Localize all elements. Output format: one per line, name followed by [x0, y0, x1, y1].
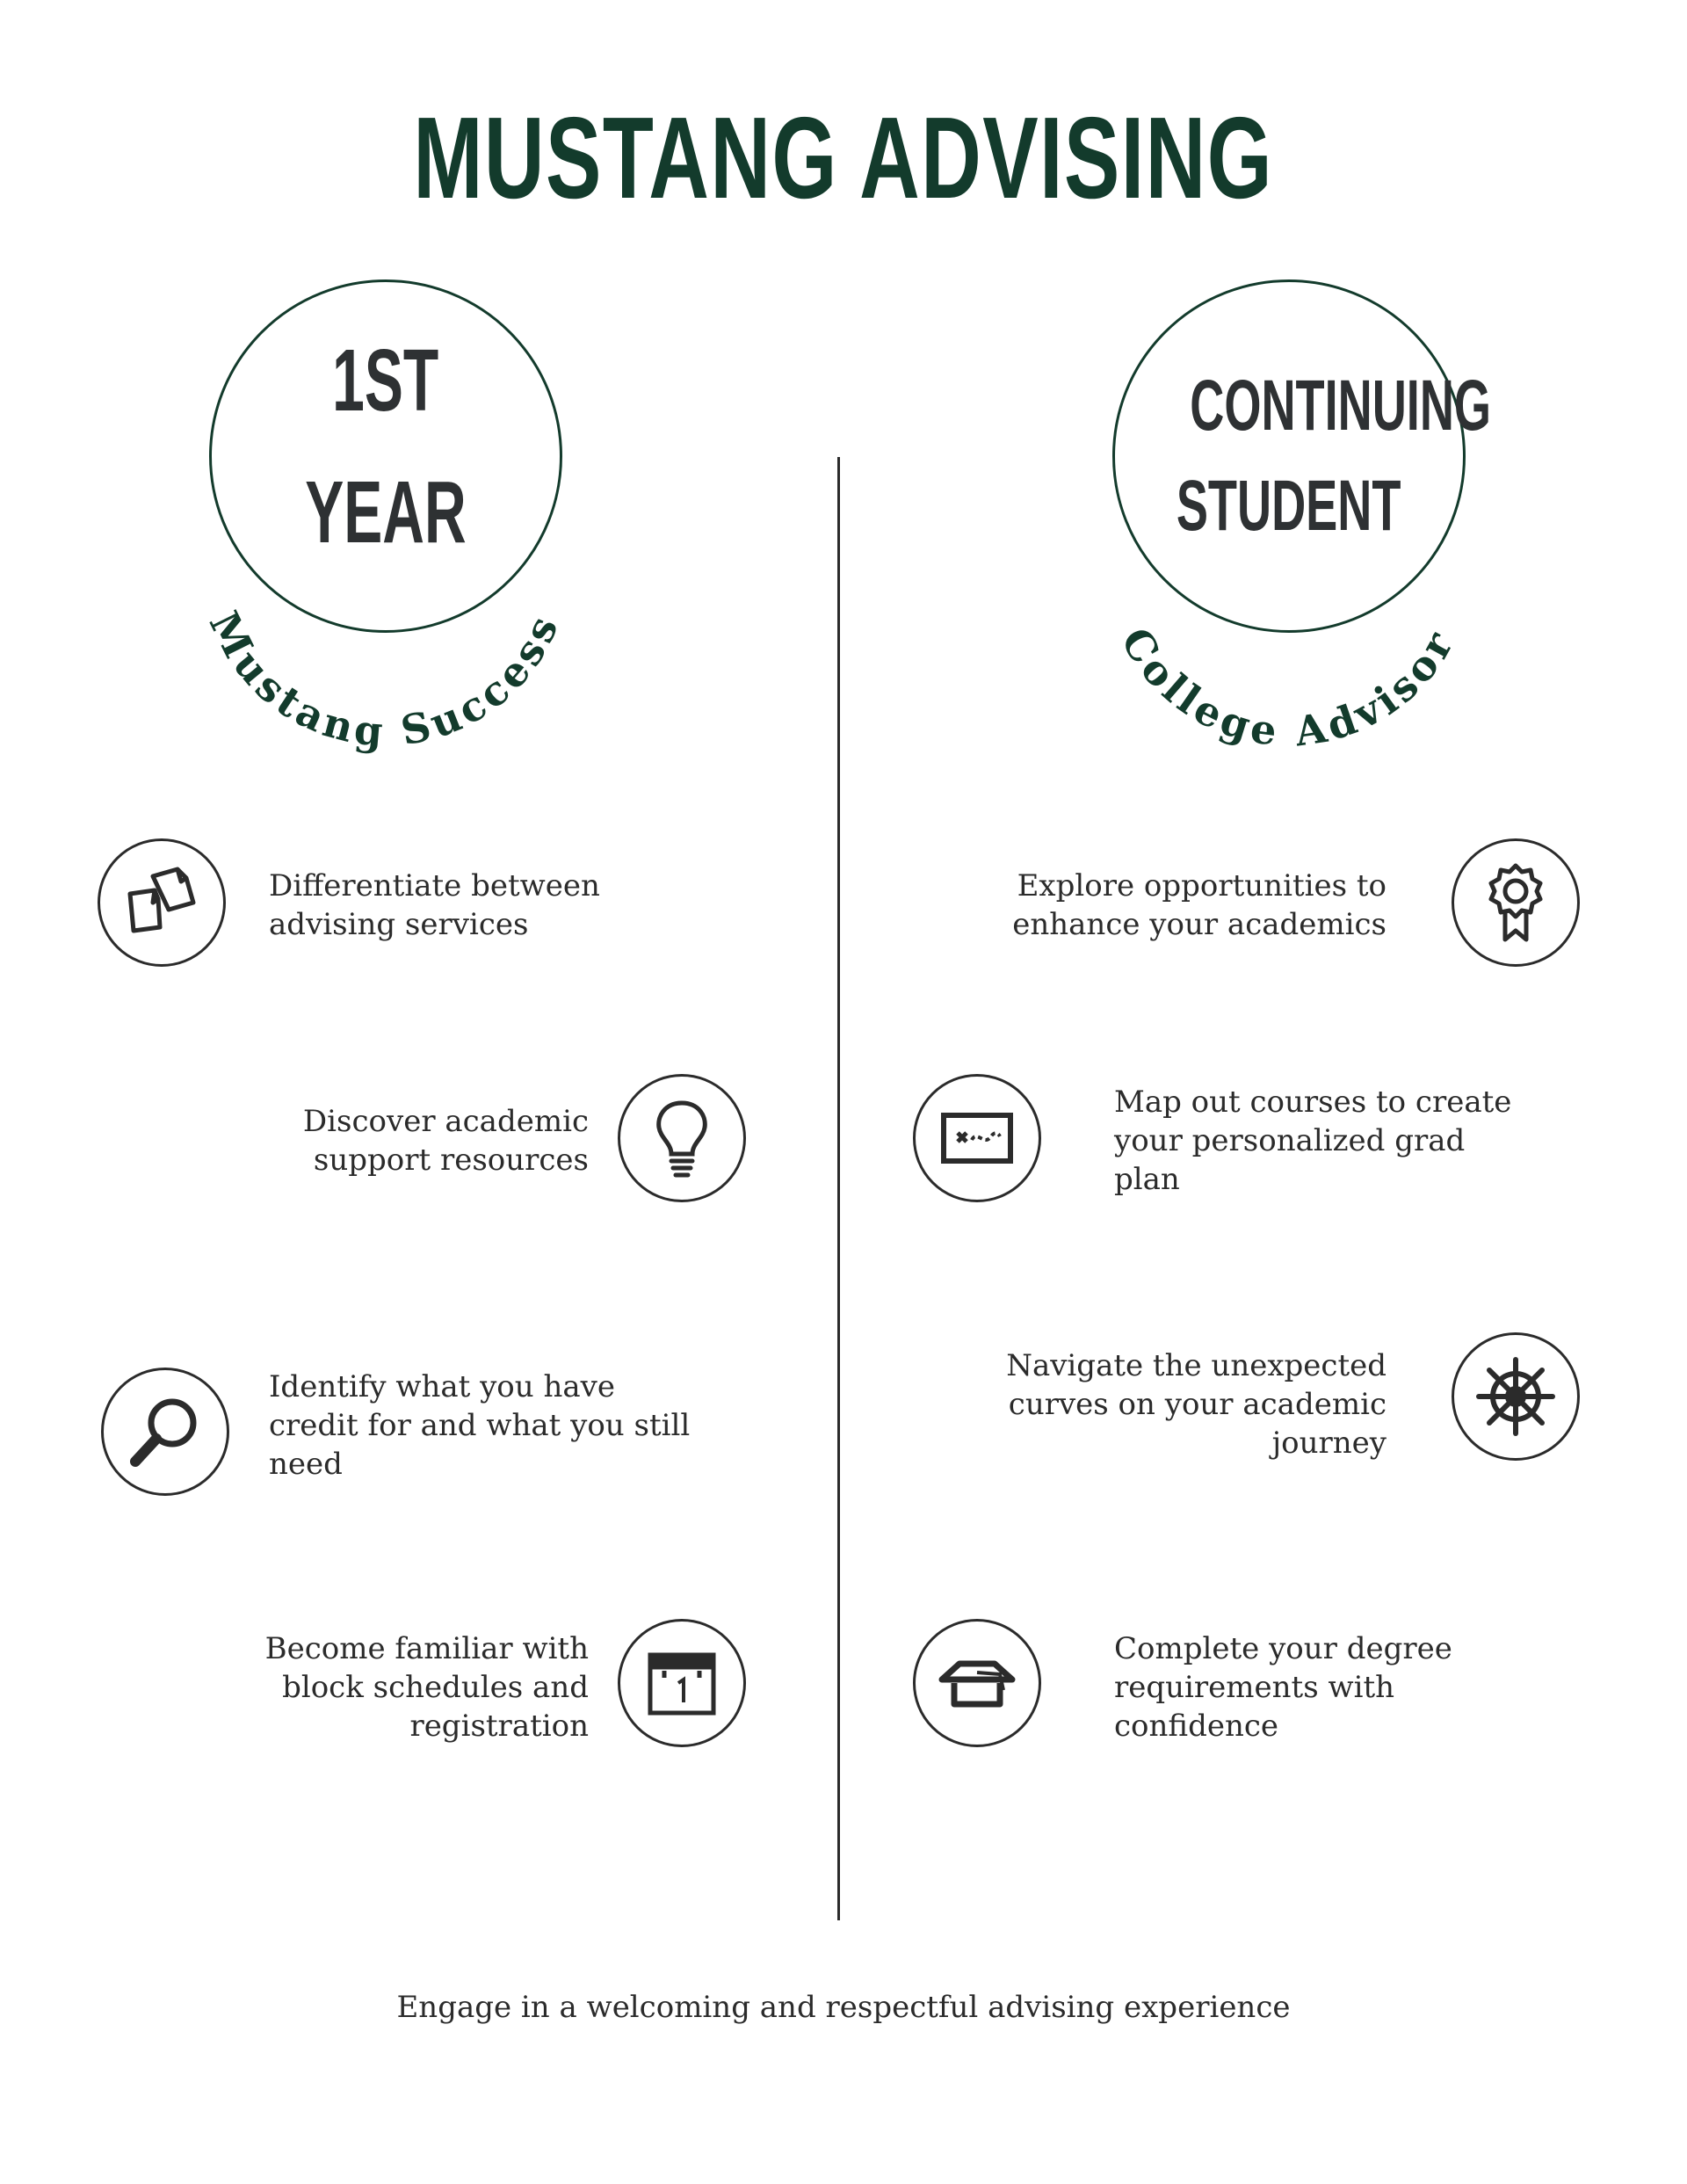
first-year-item-1: Differentiate between advising services [269, 868, 600, 942]
documents-icon [98, 838, 226, 967]
ship-wheel-icon [1452, 1332, 1580, 1461]
continuing-line2: STUDENT [1177, 466, 1401, 546]
magnifying-glass-icon [101, 1368, 229, 1496]
first-year-line1: 1ST [332, 331, 439, 430]
svg-text:Mustang Success: Mustang Success [199, 604, 569, 756]
continuing-badge [1111, 279, 1492, 756]
calendar-icon [618, 1619, 746, 1747]
first-year-item-2: Discover academic support resources [302, 1104, 589, 1178]
continuing-line1: CONTINUING [1190, 366, 1492, 446]
continuing-item-3: Navigate the unexpected curves on your academic journey [1006, 1348, 1387, 1461]
continuing-item-1: Explore opportunities to enhance your academics [1012, 868, 1387, 942]
svg-text:College Advisor: College Advisor [1111, 620, 1465, 756]
lightbulb-icon [618, 1074, 746, 1202]
footer-statement: Engage in a welcoming and respectful advising experience [396, 1990, 1291, 2025]
graduation-cap-icon [913, 1619, 1041, 1747]
continuing-item-2: Map out courses to create your personalized grad plan [1114, 1085, 1512, 1197]
award-ribbon-icon [1452, 838, 1580, 967]
first-year-badge [199, 279, 569, 756]
page-title: MUSTANG ADVISING [413, 93, 1274, 222]
first-year-item-4: Become familiar with block schedules and registration [264, 1631, 589, 1744]
first-year-item-3: Identify what you have credit for and what you still need [269, 1369, 691, 1482]
continuing-item-4: Complete your degree requirements with confidence [1114, 1631, 1452, 1744]
treasure-map-icon [913, 1074, 1041, 1202]
first-year-arc-label [192, 279, 578, 756]
continuing-arc-label [1095, 279, 1492, 756]
center-divider [837, 457, 840, 1920]
first-year-line2: YEAR [305, 463, 467, 562]
